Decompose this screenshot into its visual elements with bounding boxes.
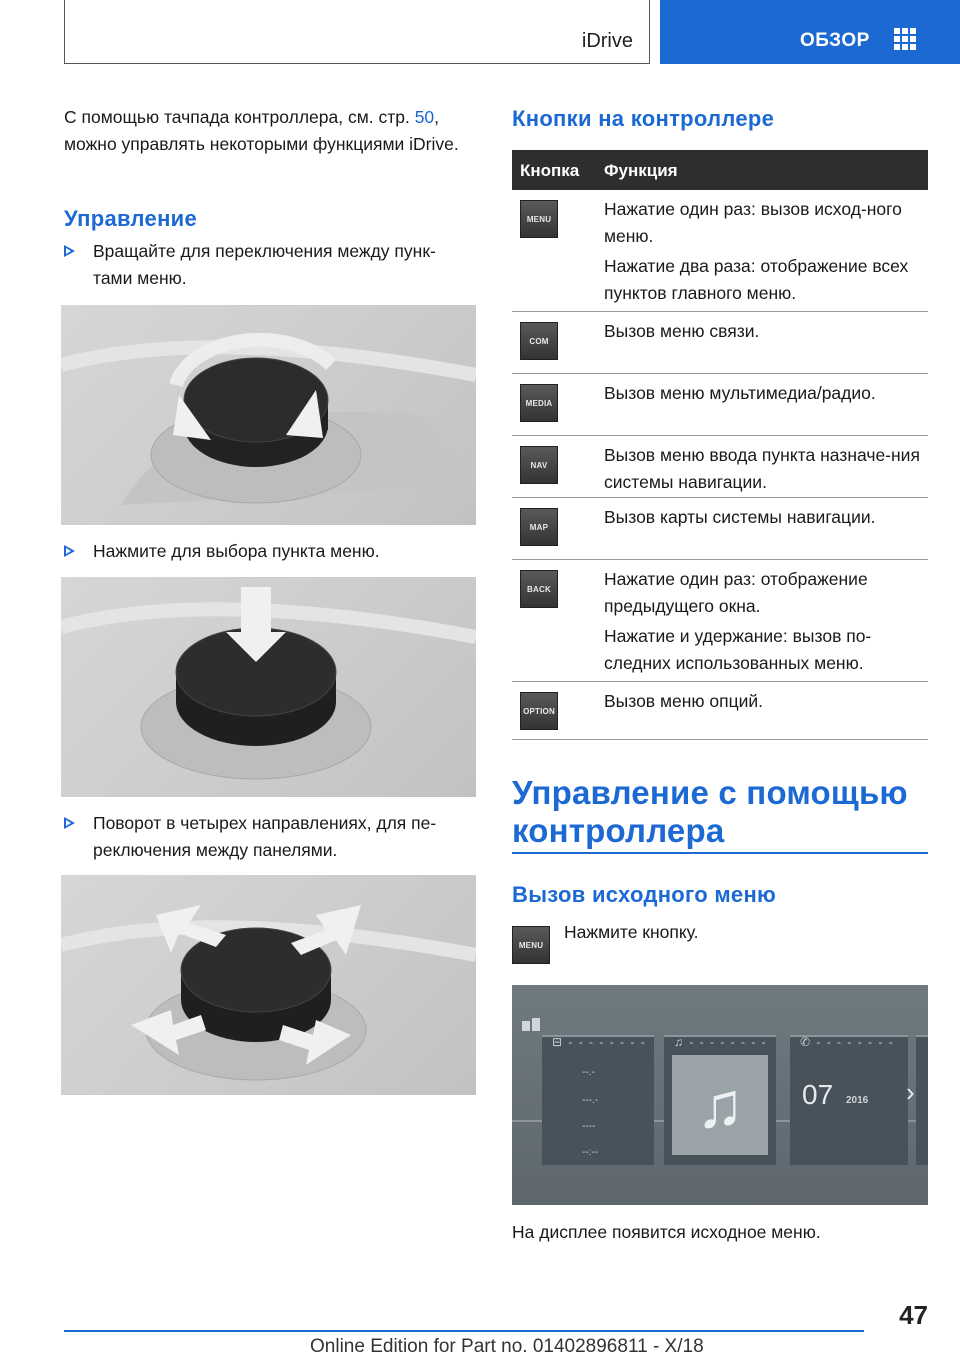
bullet-rotate [64, 238, 474, 292]
back-button-icon: BACK [520, 570, 558, 608]
nav-button-icon: NAV [520, 446, 558, 484]
row-function-text: Нажатие два раза: отображение всех пунктов главного меню. [604, 256, 909, 303]
communication-card[interactable] [790, 1035, 908, 1165]
intro-text-1: С помощью тачпада контроллера, см. стр. [64, 107, 415, 127]
row-function-text: Нажатие один раз: отображение предыдущего окна. [604, 569, 868, 616]
row-function-text: Вызов меню связи. [604, 321, 760, 341]
idrive-home-screen [512, 985, 928, 1205]
row-function-text: Вызов меню опций. [604, 691, 764, 711]
control-heading: Управление [64, 206, 198, 231]
next-card[interactable] [906, 1035, 928, 1165]
header-tab-label: ОБЗОР [800, 30, 870, 51]
row-function-text: Вызов меню ввода пункта назначе-ния системы навигации. [604, 445, 920, 492]
header-section-box [64, 0, 650, 64]
controller-press-image [61, 577, 476, 797]
menu-button-icon: MENU [520, 200, 558, 238]
media-card[interactable] [664, 1035, 776, 1165]
controller-rotate-image [61, 305, 476, 525]
bullet-press [64, 538, 474, 565]
header-overview-tab[interactable] [660, 0, 960, 64]
intro-paragraph [64, 104, 474, 158]
table-row [512, 374, 928, 436]
table-row [512, 312, 928, 374]
option-button-icon: OPTION [520, 692, 558, 730]
controller-tilt-image [61, 875, 476, 1095]
page-number: 47 [899, 1300, 928, 1330]
row-function-text: Вызов меню мультимедиа/радио. [604, 383, 876, 403]
buttons-table [512, 150, 928, 740]
controller-section-title: Управление с помощью контроллера [512, 774, 908, 849]
header-section-title: iDrive [581, 30, 633, 52]
triangle-bullet-icon [64, 817, 75, 829]
media-button-icon: MEDIA [520, 384, 558, 422]
table-row [512, 436, 928, 498]
bullet-tilt-text: Поворот в четырех направлениях, для пе-реключения между панелями. [93, 813, 437, 860]
card-value: --:-- [582, 1147, 599, 1158]
bullet-press-text: Нажмите для выбора пункта меню. [93, 541, 380, 561]
row-function-text: Вызов карты системы навигации. [604, 507, 876, 527]
com-button-icon: COM [520, 322, 558, 360]
chevron-right-icon[interactable]: › [906, 1077, 915, 1107]
intro-text-2: , можно управлять некоторыми функциями iDrive. [64, 107, 459, 154]
triangle-bullet-icon [64, 545, 75, 557]
col-button-header: Кнопка [520, 161, 580, 180]
map-button-icon: MAP [520, 508, 558, 546]
card-value: --.- [582, 1067, 595, 1078]
card-value: ---- [582, 1121, 596, 1132]
home-screen-icon [520, 1015, 542, 1035]
grid-icon [894, 28, 920, 50]
triangle-bullet-icon [64, 245, 75, 257]
table-row [512, 190, 928, 312]
car-icon: ⊟ - - - - - - - - [552, 1035, 647, 1049]
table-row [512, 560, 928, 682]
buttons-heading: Кнопки на контроллере [512, 106, 775, 131]
home-menu-heading: Вызов исходного меню [512, 882, 777, 907]
bullet-tilt [64, 810, 474, 864]
row-function-text: Нажатие один раз: вызов исход-ного меню. [604, 199, 902, 246]
home-menu-caption: На дисплее появится исходное меню. [512, 1222, 821, 1242]
table-row [512, 682, 928, 740]
menu-button-icon: MENU [512, 926, 550, 964]
footer-rule [64, 1330, 864, 1332]
table-header [512, 150, 928, 190]
music-note-icon: ♫ - - - - - - - - [674, 1035, 768, 1049]
press-button-text: Нажмите кнопку. [564, 922, 699, 942]
page-link[interactable]: 50 [414, 107, 435, 127]
vehicle-info-card[interactable] [542, 1035, 654, 1165]
music-note-icon: ♫ [696, 1069, 744, 1141]
footer-text: Online Edition for Part no. 01402896811 - X/18 [310, 1336, 704, 1357]
col-function-header: Функция [604, 161, 678, 180]
table-row [512, 498, 928, 560]
section-rule [512, 852, 928, 854]
date-year: 2016 [846, 1095, 869, 1106]
phone-icon: ✆ - - - - - - - - [800, 1035, 895, 1049]
bullet-rotate-text: Вращайте для переключения между пунк-тами меню. [93, 241, 436, 288]
date-day: 07 [802, 1079, 834, 1110]
card-value: ---.- [582, 1095, 599, 1106]
album-art [672, 1055, 768, 1155]
row-function-text: Нажатие и удержание: вызов по-следних использованных меню. [604, 626, 872, 673]
